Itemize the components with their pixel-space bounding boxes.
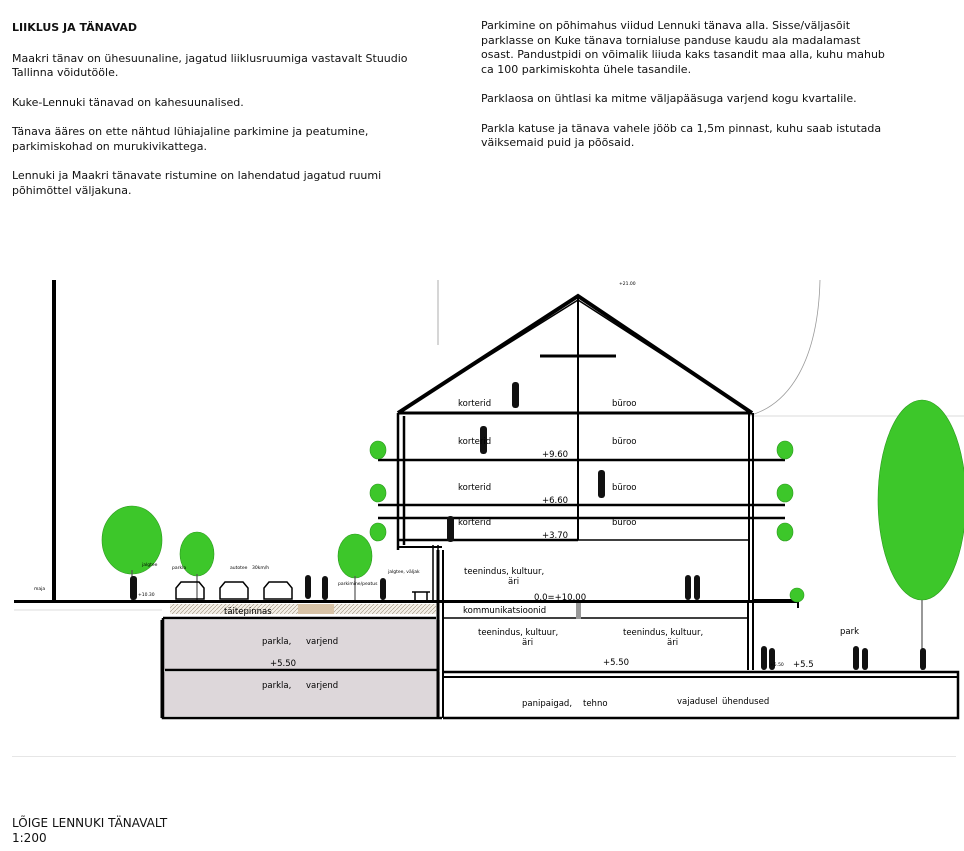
label-parkla-1b: varjend xyxy=(306,637,339,647)
building-left-wall xyxy=(398,413,404,550)
label-teenindus-3b: äri xyxy=(667,638,679,648)
label-korterid-4: korterid xyxy=(458,518,492,528)
label-buroo-4: büroo xyxy=(612,518,637,528)
street-label-4: 30km/h xyxy=(252,566,270,571)
person-8 xyxy=(380,578,386,600)
label-tehno-c: vajadusel xyxy=(677,697,718,707)
section-heading: LIIKLUS JA TÄNAVAD xyxy=(12,21,138,34)
person-4 xyxy=(447,516,454,542)
label-tehno-b: tehno xyxy=(583,699,608,709)
person-5 xyxy=(130,576,137,600)
ground-line xyxy=(14,600,438,603)
level-550a: +5.50 xyxy=(270,659,297,669)
person-6 xyxy=(305,575,311,599)
label-tehno-a: panipaigad, xyxy=(522,699,573,709)
street-label-7: maja xyxy=(34,587,46,592)
text-column-left xyxy=(12,21,432,213)
ground-line-right xyxy=(438,600,798,603)
tree-park xyxy=(878,400,964,600)
street-label-1: jalgtee xyxy=(142,563,158,568)
label-teenindus-3a: teenindus, kultuur, xyxy=(623,628,704,638)
level-1030: +10.30 xyxy=(138,593,155,598)
separator-line xyxy=(12,756,956,757)
level-2100: +21.00 xyxy=(619,282,636,287)
label-kommunikatsioonid: kommunikatsioonid xyxy=(463,606,547,616)
caption-scale: 1:200 xyxy=(12,831,47,845)
paragraph-soil: Parkla katuse ja tänava vahele jööb ca 1,5m pinnast, kuhu saab istutada väiksemaid puid ja põõsaid. xyxy=(481,121,882,149)
label-buroo-3: büroo xyxy=(612,483,637,493)
street-label-6: jalgtee, väljak xyxy=(388,570,420,575)
label-parkla-1a: parkla, xyxy=(262,637,292,647)
label-teenindus-2a: teenindus, kultuur, xyxy=(478,628,559,638)
parking-level-2 xyxy=(164,672,440,716)
person-15 xyxy=(920,648,926,670)
label-teenindus-1b: äri xyxy=(508,577,520,587)
tree-street-3 xyxy=(338,534,372,578)
label-taitepinnas: täitepinnas xyxy=(224,607,272,617)
parking-level-1 xyxy=(164,620,440,670)
label-buroo-1: büroo xyxy=(612,399,637,409)
label-tehno-d: ühendused xyxy=(722,697,770,707)
person-1 xyxy=(512,382,519,408)
level-550c: +5.50 xyxy=(770,663,784,668)
label-buroo-2: büroo xyxy=(612,437,637,447)
label-korterid-3: korterid xyxy=(458,483,492,493)
label-teenindus-2b: äri xyxy=(522,638,534,648)
person-10 xyxy=(694,575,700,600)
paragraph-parking-main: Parkimine on põhimahus viidud Lennuki tänava alla. Sisse/väljasõit parklasse on Kuke tänava tornialuse panduse kaudu ala madalamast osast. Pandustpidi on võimalik liiuda kaks tasandit maa alla, kuhu mahub ca 100 parkimiskohta ühele tasandile. xyxy=(481,19,885,76)
paragraph-parking-street: Tänava ääres on ette nähtud lühiajaline parkimine ja peatumine, parkimiskohad on murukivikattega. xyxy=(12,125,369,153)
label-korterid-2: korterid xyxy=(458,437,492,447)
basement xyxy=(443,672,958,718)
section-drawing xyxy=(0,270,964,730)
tree-small-7 xyxy=(790,588,804,602)
paragraph-intersection: Lennuki ja Maakri tänavate ristumine on lahendatud jagatud ruumi põhimõttel väljakuna. xyxy=(12,169,382,197)
tree-small-4 xyxy=(777,441,793,459)
tree-small-2 xyxy=(370,484,386,502)
level-000: 0.0=+10.00 xyxy=(534,593,587,603)
paragraph-shelter: Parklaosa on ühtlasi ka mitme väljapääsuga varjend kogu kvartalile. xyxy=(481,92,857,105)
car-2 xyxy=(220,582,248,599)
car-1 xyxy=(176,582,204,599)
tree-small-6 xyxy=(777,523,793,541)
tree-small-3 xyxy=(370,523,386,541)
car-3 xyxy=(264,582,292,599)
person-13 xyxy=(853,646,859,670)
level-370: +3.70 xyxy=(542,531,569,541)
level-960: +9.60 xyxy=(542,450,569,460)
caption-title: LÕIGE LENNUKI TÄNAVALT xyxy=(12,816,168,830)
level-550b: +5.50 xyxy=(603,658,630,668)
label-korterid-1: korterid xyxy=(458,399,492,409)
person-14 xyxy=(862,648,868,670)
level-55: +5.5 xyxy=(793,660,814,670)
label-parkla-2b: varjend xyxy=(306,681,339,691)
level-660: +6.60 xyxy=(542,496,569,506)
person-7 xyxy=(322,576,328,600)
tree-small-1 xyxy=(370,441,386,459)
street-label-3: autotee xyxy=(230,566,248,571)
text-column-right xyxy=(481,19,891,166)
paragraph-maakri: Maakri tänav on ühesuunaline, jagatud liiklusruumiga vastavalt Stuudio Tallinna võidutööle. xyxy=(12,51,408,79)
drawing-caption xyxy=(12,816,167,846)
tree-small-5 xyxy=(777,484,793,502)
building-right-wall xyxy=(749,413,753,600)
street-label-2: parkla xyxy=(172,566,187,571)
street-label-5: parkimine/peatus xyxy=(338,582,378,587)
person-11 xyxy=(761,646,767,670)
label-parkla-2a: parkla, xyxy=(262,681,292,691)
label-teenindus-1a: teenindus, kultuur, xyxy=(464,567,545,577)
person-3 xyxy=(598,470,605,498)
label-park: park xyxy=(840,627,860,637)
person-9 xyxy=(685,575,691,600)
left-wall xyxy=(52,280,56,602)
paragraph-kuke-lennuki: Kuke-Lennuki tänavad on kahesuunalised. xyxy=(12,95,244,109)
